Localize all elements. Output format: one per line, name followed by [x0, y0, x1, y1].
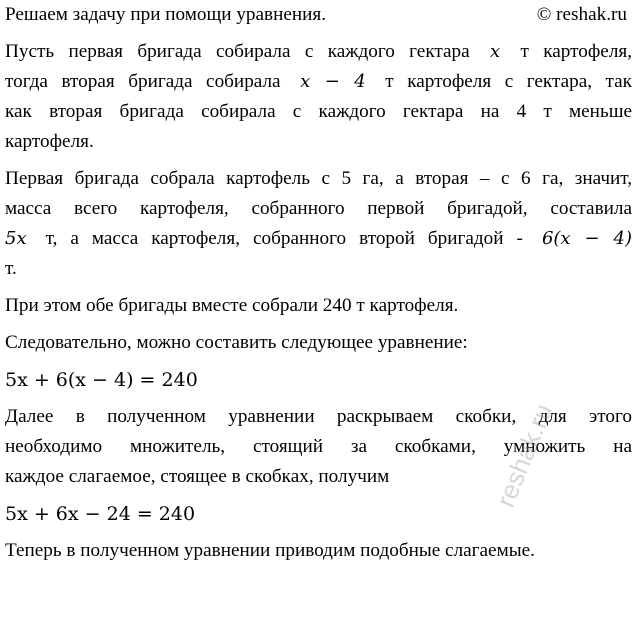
- text: т картофеля,: [520, 41, 632, 62]
- watermark: reshak.ru: [490, 399, 559, 512]
- math-x-minus-4: x − 4: [300, 71, 366, 92]
- text: т, а масса картофеля, собранного второй бригадой -: [45, 228, 523, 249]
- p1-line-4: картофеля.: [5, 131, 94, 152]
- equation-2: 5x + 6x − 24 = 240: [5, 503, 196, 525]
- solution-document: [5, 0, 632, 566]
- p2-line-1: Первая бригада собрала картофель с 5 га, а вторая – с 6 га, значит,: [5, 168, 632, 189]
- header-title: Решаем задачу при помощи уравнения.: [5, 4, 327, 25]
- text: Пусть первая бригада собирала с каждого гектара: [5, 41, 470, 62]
- math-x: x: [490, 41, 501, 62]
- p6-line: Теперь в полученном уравнении приводим подобные слагаемые.: [5, 540, 535, 561]
- p4-line: Следовательно, можно составить следующее уравнение:: [5, 332, 468, 353]
- p5-line-1: Далее в полученном уравнении раскрываем скобки, для этого: [5, 406, 632, 427]
- math-5x: 5x: [5, 228, 27, 249]
- p1-line-1: [5, 37, 632, 67]
- p3-line: При этом обе бригады вместе собрали 240 т картофеля.: [5, 295, 459, 316]
- p1-line-3: как вторая бригада собирала с каждого гектара на 4 т меньше: [5, 101, 632, 122]
- equation-1: 5x + 6(x − 4) = 240: [5, 369, 198, 391]
- p5-line-3: каждое слагаемое, стоящее в скобках, получим: [5, 466, 390, 487]
- p5-line-2: необходимо множитель, стоящий за скобками, умножить на: [5, 436, 632, 457]
- text: т картофеля с гектара, так: [385, 71, 632, 92]
- p1-line-2: [5, 67, 632, 97]
- p2-line-4: т.: [5, 258, 17, 279]
- p2-line-3: [5, 224, 632, 254]
- math-6-x-minus-4: 6(x − 4): [541, 228, 632, 249]
- text: тогда вторая бригада собирала: [5, 71, 281, 92]
- source-credit: © reshak.ru: [536, 4, 627, 25]
- document-header: [5, 0, 632, 30]
- p2-line-2: масса всего картофеля, собранного первой бригадой, составила: [5, 198, 632, 219]
